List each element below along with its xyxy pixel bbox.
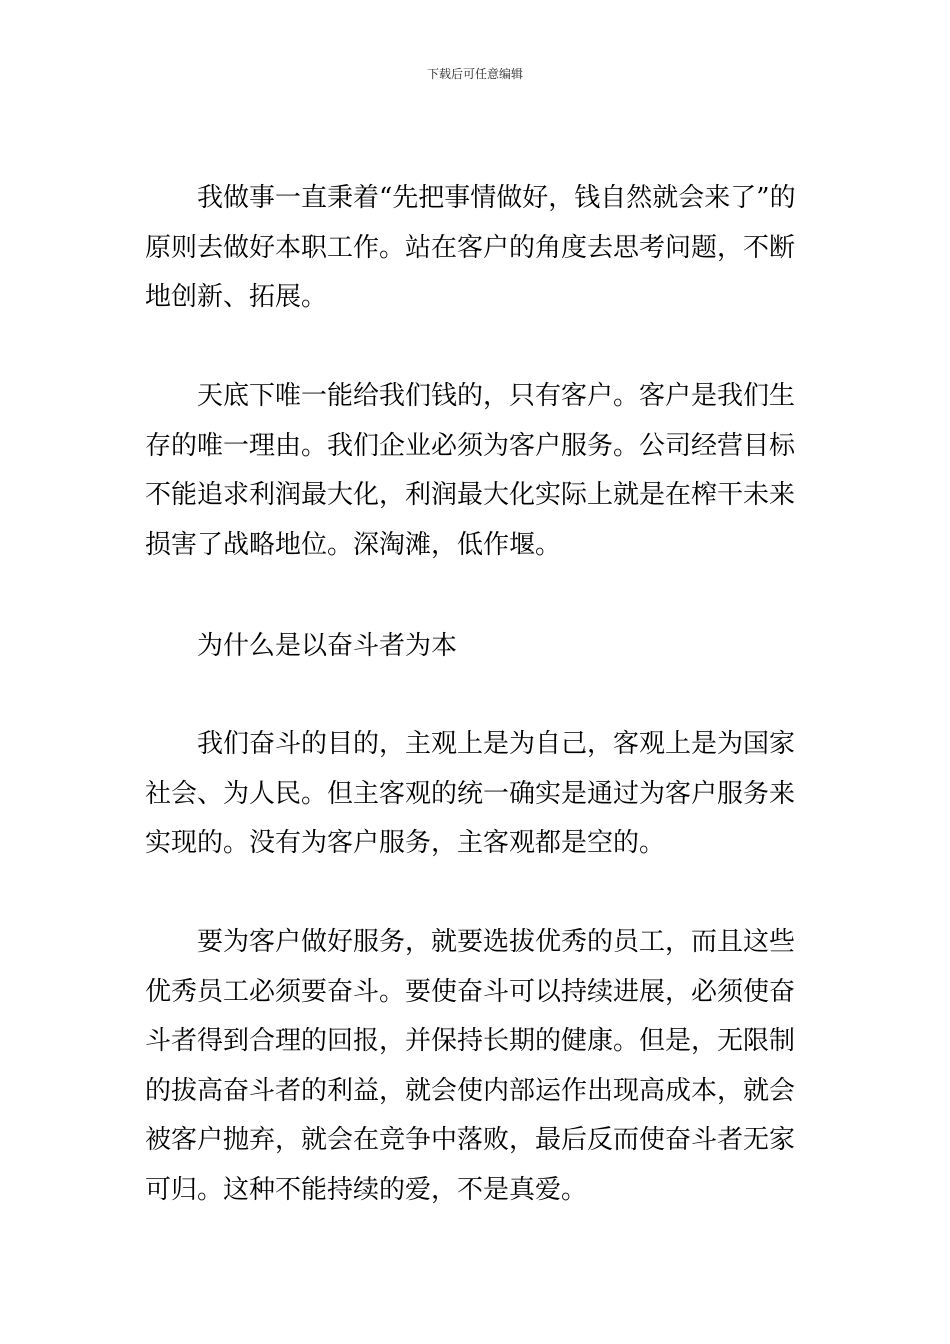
paragraph-1: 我做事一直秉着“先把事情做好，钱自然就会来了”的原则去做好本职工作。站在客户的角度去思考问题，不断地创新、拓展。 [145, 183, 796, 312]
header-note: 下载后可任意编辑 [426, 67, 523, 81]
paragraph-4: 要为客户做好服务，就要选拔优秀的员工，而且这些优秀员工必须要奋斗。要使奋斗可以持续进展，必须使奋斗者得到合理的回报，并保持长期的健康。但是，无限制的拔高奋斗者的利益，就会使内部运作出现高成本，就会被客户抛弃，就会在竞争中落败，最后反而使奋斗者无家可归。这种不能持续的爱，不是真爱。 [145, 927, 796, 1205]
paragraph-3: 我们奋斗的目的，主观上是为自己，客观上是为国家社会、为人民。但主客观的统一确实是通过为客户服务来实现的。没有为客户服务，主客观都是空的。 [145, 729, 796, 858]
section-heading: 为什么是以奋斗者为本 [197, 631, 458, 661]
paragraph-2: 天底下唯一能给我们钱的，只有客户。客户是我们生存的唯一理由。我们企业必须为客户服务。公司经营目标不能追求利润最大化，利润最大化实际上就是在榨干未来损害了战略地位。深淘滩，低作堰。 [145, 381, 796, 560]
